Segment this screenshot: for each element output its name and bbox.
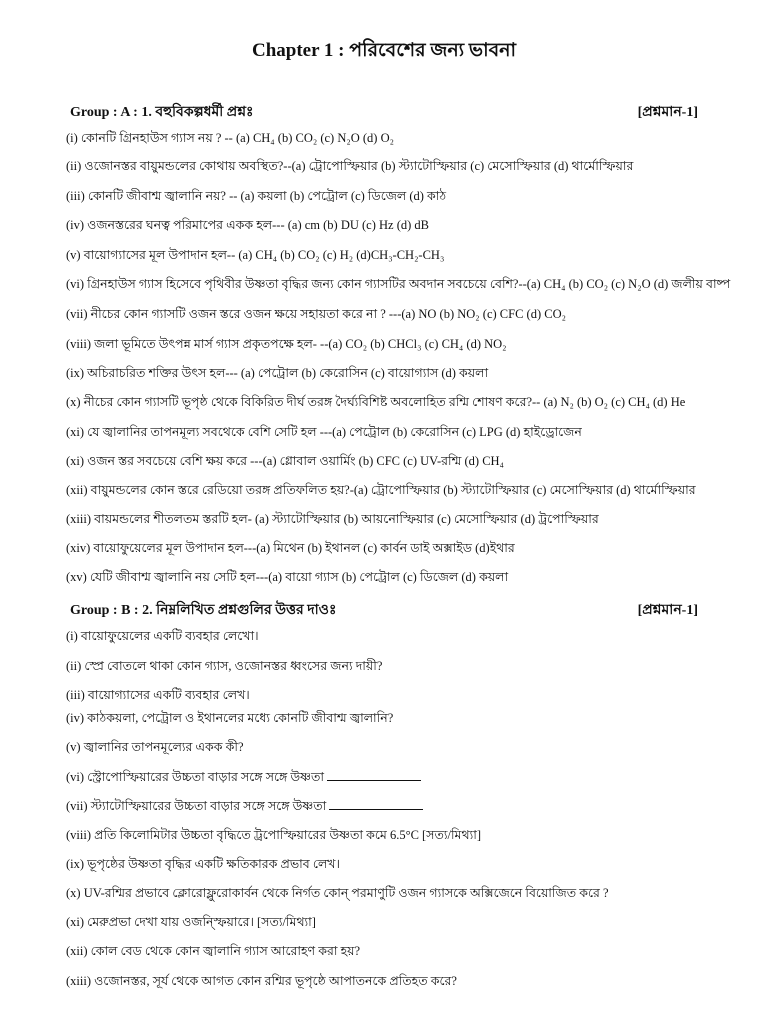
group-b-marks: [প্রশ্নমান-1] xyxy=(637,603,698,618)
question-with-blank xyxy=(66,797,766,814)
group-a-marks: [প্রশ্নমান-1] xyxy=(637,105,698,120)
question: (xi) যে জ্বালানির তাপনমূল্য সবথেকে বেশি সেটি হল ---(a) পেট্রোল (b) কেরোসিন (c) LPG (d) হাইড্রোজেন xyxy=(66,425,582,439)
group-b-label: Group : B : 2. নিম্নলিখিত প্রশ্নগুলির উত্তর দাওঃ xyxy=(70,603,337,618)
question-text: (vi) স্ট্রোপোস্ফিয়ারের উচ্চতা বাড়ার সঙ্গে সঙ্গে উষ্ণতা xyxy=(66,770,325,784)
question: (ii) ওজোনস্তর বায়ুমন্ডলের কোথায় অবস্থিত?--(a) ট্রোপোস্ফিয়ার (b) স্ট্যাটোস্ফিয়ার (c) মেসোস্ফিয়ার (d) থার্মোস্ফিয়ার xyxy=(66,159,634,173)
answer-blank[interactable] xyxy=(329,797,423,810)
question-with-blank xyxy=(66,768,766,785)
question-text: (vii) স্ট্যাটোস্ফিয়ারের উচ্চতা বাড়ার সঙ্গে সঙ্গে উষ্ণতা xyxy=(66,799,327,813)
question: (xii) কোল বেড থেকে কোন জ্বালানি গ্যাস আরোহণ করা হয়? xyxy=(66,944,361,958)
question: (iv) কাঠকয়লা, পেট্রোল ও ইথানলের মধ্যে কোনটি জীবাশ্ম জ্বালানি? xyxy=(66,711,394,725)
question: (vi) গ্রিনহাউস গ্যাস হিসেবে পৃথিবীর উষ্ণতা বৃদ্ধির জন্য কোন গ্যাসটির অবদান সবচেয়ে বেশি?--(a) CH₄ (b) CO₂ (c) N₂O (d) জলীয় বাষ্প xyxy=(66,277,731,291)
question: (ix) অচিরাচরিত শক্তির উৎস হল--- (a) পেট্রোল (b) কেরোসিন (c) বায়োগ্যাস (d) কয়লা xyxy=(66,366,489,380)
question: (v) জ্বালানির তাপনমূল্যের একক কী? xyxy=(66,740,244,754)
question: (iii) কোনটি জীবাশ্ম জ্বালানি নয়? -- (a) কয়লা (b) পেট্রোল (c) ডিজেল (d) কাঠ xyxy=(66,189,447,203)
question: (i) কোনটি গ্রিনহাউস গ্যাস নয় ? -- (a) CH₄ (b) CO₂ (c) N₂O (d) O₂ xyxy=(66,131,394,145)
group-b-heading xyxy=(70,598,698,618)
question: (ii) স্প্রে বোতলে থাকা কোন গ্যাস, ওজোনস্তর ধ্বংসের জন্য দায়ী? xyxy=(66,659,383,673)
question: (i) বায়োফুয়েলের একটি ব্যবহার লেখো। xyxy=(66,629,259,643)
question: (xiii) ওজোনস্তর, সূর্য থেকে আগত কোন রশ্মির ভূপৃষ্ঠে আপাতনকে প্রতিহত করে? xyxy=(66,974,457,988)
question: (v) বায়োগ্যাসের মূল উপাদান হল-- (a) CH₄ (b) CO₂ (c) H₂ (d)CH₃-CH₂-CH₃ xyxy=(66,248,445,262)
question: (xi) ওজন স্তর সবচেয়ে বেশি ক্ষয় করে ---(a) গ্লোবাল ওয়ার্মিং (b) CFC (c) UV-রশ্মি (d) CH₄ xyxy=(66,454,504,468)
question: (viii) প্রতি কিলোমিটার উচ্চতা বৃদ্ধিতে ট্রপোস্ফিয়ারের উষ্ণতা কমে 6.5°C [সত্য/মিথ্যা] xyxy=(66,828,481,842)
answer-blank[interactable] xyxy=(327,768,421,781)
question: (vii) নীচের কোন গ্যাসটি ওজন স্তরে ওজন ক্ষয়ে সহায়তা করে না ? ---(a) NO (b) NO₂ (c) CFC (d) CO₂ xyxy=(66,307,566,321)
question: (iii) বায়োগ্যাসের একটি ব্যবহার লেখ। xyxy=(66,688,250,702)
question: (iv) ওজনস্তরের ঘনত্ব পরিমাপের একক হল--- (a) cm (b) DU (c) Hz (d) dB xyxy=(66,218,429,232)
question: (xiv) বায়োফুয়েলের মূল উপাদান হল---(a) মিথেন (b) ইথানল (c) কার্বন ডাই অক্সাইড (d)ইথার xyxy=(66,541,515,555)
question: (viii) জলা ভূমিতে উৎপন্ন মার্স গ্যাস প্রকৃতপক্ষে হল- --(a) CO₂ (b) CHCl₃ (c) CH₄ (d) NO₂ xyxy=(66,337,507,351)
question: (ix) ভূপৃষ্ঠের উষ্ণতা বৃদ্ধির একটি ক্ষতিকারক প্রভাব লেখ। xyxy=(66,857,340,871)
question: (x) নীচের কোন গ্যাসটি ভূপৃষ্ঠ থেকে বিকিরিত দীর্ঘ তরঙ্গ দৈর্ঘ্যবিশিষ্ট অবলোহিত রশ্মি শোষণ করে?-- (a) N₂ (b) O₂ (c) CH₄ (d) He xyxy=(66,395,686,409)
question: (xiii) বায়মন্ডলের শীতলতম স্তরটি হল- (a) স্ট্যাটোস্ফিয়ার (b) আয়নোস্ফিয়ার (c) মেসোস্ফিয়ার (d) ট্রপোস্ফিয়ার xyxy=(66,512,599,526)
question: (x) UV-রশ্মির প্রভাবে ক্লোরোফ্লুরোকার্বন থেকে নির্গত কোন্ পরমাণুটি ওজন গ্যাসকে অক্সিজেনে বিয়োজিত করে ? xyxy=(66,886,609,900)
question: (xii) বায়ুমন্ডলের কোন স্তরে রেডিয়ো তরঙ্গ প্রতিফলিত হয়?-(a) ট্রোপোস্ফিয়ার (b) স্ট্যাটোস্ফিয়ার (c) মেসোস্ফিয়ার (d) থার্মোস্ফিয়ার xyxy=(66,483,696,497)
question: (xi) মেরুপ্রভা দেখা যায় ওজন্স্ফিয়ারে। [সত্য/মিথ্যা] xyxy=(66,915,316,929)
page-title: Chapter 1 : পরিবেশের জন্য ভাবনা xyxy=(251,40,517,61)
question: (xv) যেটি জীবাশ্ম জ্বালানি নয় সেটি হল---(a) বায়ো গ্যাস (b) পেট্রোল (c) ডিজেল (d) কয়লা xyxy=(66,570,509,584)
group-a-label: Group : A : 1. বহুবিকল্পধর্মী প্রশ্নঃ xyxy=(70,105,254,120)
group-a-heading xyxy=(70,100,698,120)
